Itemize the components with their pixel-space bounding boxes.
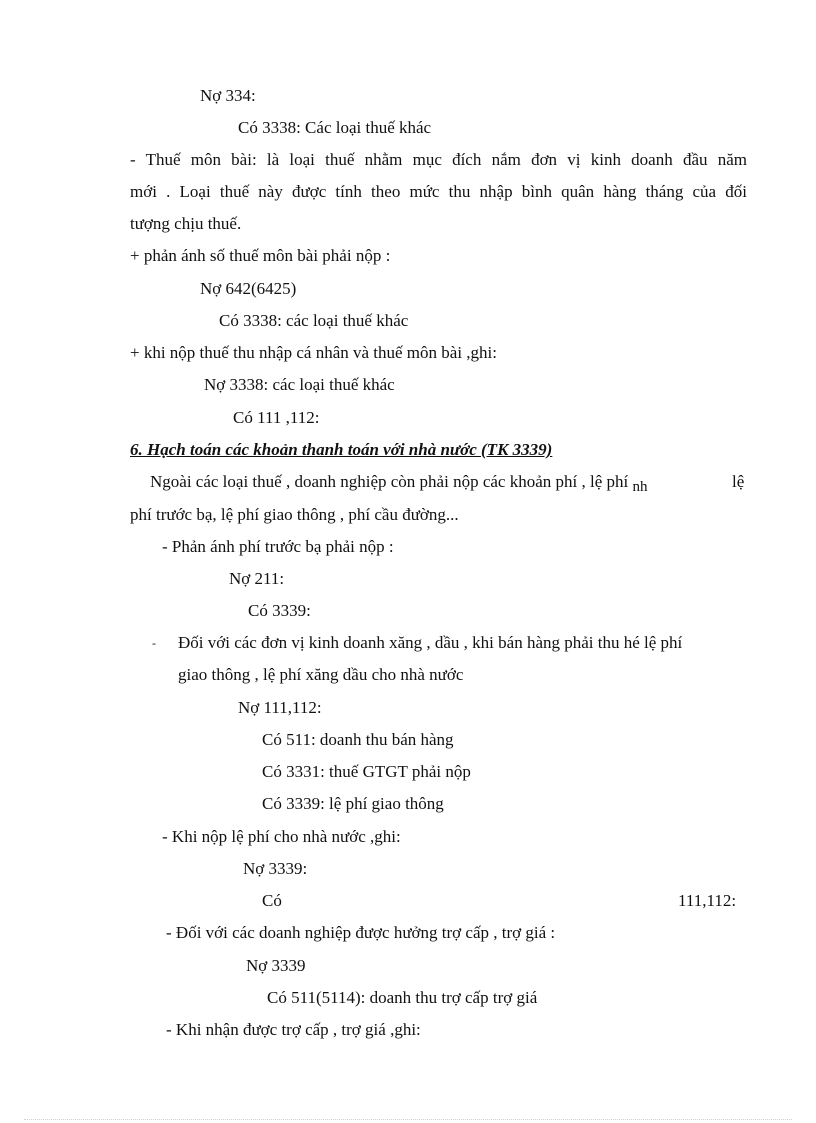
- section-heading: 6. Hạch toán các khoản thanh toán với nhà nước (TK 3339): [130, 440, 553, 459]
- entry-credit-3331: Có 3331: thuế GTGT phải nộp: [262, 762, 471, 781]
- entry-debit-642: Nợ 642(6425): [200, 279, 297, 298]
- paragraph-license-tax-line3: tượng chịu thuế.: [130, 214, 242, 233]
- entry-credit-label: Có: [262, 891, 282, 910]
- paragraph-fees-text: Ngoài các loại thuế , doanh nghiệp còn phải nộp các khoản phí , lệ phí: [150, 472, 629, 491]
- bullet-mark: -: [152, 636, 156, 650]
- entry-credit-3338-b: Có 3338: các loại thuế khác: [219, 311, 409, 330]
- instruction-pay-fee: - Khi nộp lệ phí cho nhà nước ,ghi:: [162, 827, 401, 846]
- entry-debit-3338: Nợ 3338: các loại thuế khác: [204, 375, 395, 394]
- entry-credit-511: Có 511: doanh thu bán hàng: [262, 730, 454, 749]
- instruction-record-license-tax: + phản ánh số thuế môn bài phải nộp :: [130, 246, 391, 265]
- paragraph-fees-tail: lệ: [732, 472, 745, 491]
- entry-credit-111-112: Có 111 ,112:: [233, 408, 320, 427]
- paragraph-fees-line1: [150, 472, 647, 493]
- paragraph-fees-nh: nh: [632, 479, 648, 495]
- paragraph-fuel-line1: Đối với các đơn vị kinh doanh xăng , dầu , khi bán hàng phải thu hé lệ phí: [178, 633, 683, 652]
- instruction-subsidy: - Đối với các doanh nghiệp được hưởng trợ cấp , trợ giá :: [166, 923, 556, 942]
- instruction-registration-fee: - Phản ánh phí trước bạ phải nộp :: [162, 537, 394, 556]
- instruction-pay-income-tax: + khi nộp thuế thu nhập cá nhân và thuế môn bài ,ghi:: [130, 343, 497, 362]
- entry-credit-3338: Có 3338: Các loại thuế khác: [238, 118, 432, 137]
- entry-credit-accounts: 111,112:: [678, 891, 737, 910]
- entry-debit-3339: Nợ 3339:: [243, 859, 308, 878]
- paragraph-license-tax-line2: mới . Loại thuế này được tính theo mức thu nhập bình quân hàng tháng của đối: [130, 182, 747, 201]
- entry-debit-334: Nợ 334:: [200, 86, 256, 105]
- paragraph-fees-line2: phí trước bạ, lệ phí giao thông , phí cầu đường...: [130, 505, 459, 524]
- entry-credit-5114: Có 511(5114): doanh thu trợ cấp trợ giá: [267, 988, 538, 1007]
- page-bottom-divider: [24, 1119, 792, 1120]
- entry-credit-3339-fee: Có 3339: lệ phí giao thông: [262, 794, 444, 813]
- paragraph-fuel-line2: giao thông , lệ phí xăng dầu cho nhà nước: [178, 665, 464, 684]
- entry-debit-211: Nợ 211:: [229, 569, 285, 588]
- entry-credit-3339: Có 3339:: [248, 601, 311, 620]
- entry-debit-111-112: Nợ 111,112:: [238, 698, 322, 717]
- paragraph-license-tax-line1: - Thuế môn bài: là loại thuế nhằm mục đích nắm đơn vị kinh doanh đầu năm: [130, 150, 747, 169]
- instruction-receive-subsidy: - Khi nhận được trợ cấp , trợ giá ,ghi:: [166, 1020, 421, 1039]
- entry-debit-3339-b: Nợ 3339: [246, 956, 306, 975]
